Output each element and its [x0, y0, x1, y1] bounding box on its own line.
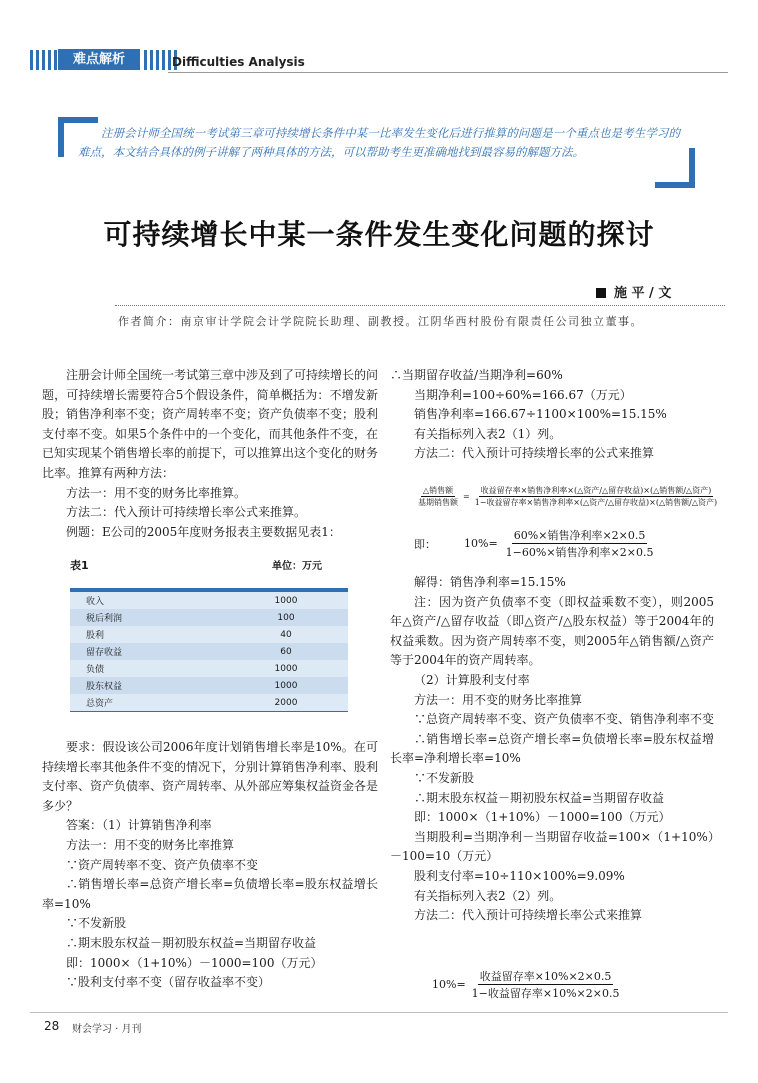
paragraph: 方法一：用不变的财务比率推算 [414, 692, 583, 707]
footer-rule [30, 1012, 728, 1013]
row-value: 60 [280, 646, 292, 657]
numerator: 收益留存率×10%×2×0.5 [479, 970, 612, 983]
row-value: 100 [277, 612, 295, 623]
author-name: 施 平 / 文 [614, 286, 672, 301]
magazine-name: 财会学习 · 月刊 [72, 1024, 142, 1035]
paragraph: 注册会计师全国统一考试第三章中涉及到了可持续增长的问题，可持续增长需要符合5个假设条件，简单概括为：不增发新股；销售净利率不变；资产周转率不变；资产负债率不变；股利支付率不变。如果5个条件中的一个变化，而其他条件不变，在已知实现某个销售增长率的前提下，可以推算出这个变化的财务比率。推算有两种方法： [42, 368, 379, 480]
fraction [473, 485, 719, 508]
row-label: 股利 [86, 631, 105, 641]
denominator: 1−60%×销售净利率×2×0.5 [505, 546, 654, 559]
paragraph: ∵不发新股 [414, 770, 475, 785]
paragraph: 要求：假设该公司2006年度计划销售增长率是10%。在可持续增长率其他条件不变的情况下，分别计算销售净利率、股利支付率、资产负债率、资产周转率、从外部应筹集权益资金各是多少？ [42, 740, 379, 813]
paragraph: ∵不发新股 [66, 916, 127, 931]
paragraph: ∴销售增长率=总资产增长率=负债增长率=股东权益增长率=10% [42, 877, 378, 911]
paragraph: 方法二：代入预计可持续增长率公式来推算 [414, 908, 643, 923]
header-rule [168, 72, 728, 73]
formula-general [416, 485, 719, 508]
paragraph: ∵资产周转率不变、资产负债率不变 [66, 857, 259, 872]
section-title-en: Difficulties Analysis [172, 55, 305, 69]
numerator: 收益留存率×销售净利率×(△资产/△留存收益)×(△销售额/△资产) [480, 486, 712, 495]
fraction [416, 485, 460, 508]
formula-retention [432, 968, 621, 1001]
paragraph: ∴销售增长率=总资产增长率=负债增长率=股东权益增长率=净利增长率=10% [390, 731, 714, 766]
paragraph: 方法二：代入预计可持续增长率公式来推算。 [66, 505, 307, 520]
author-bio: 作者简介：南京审计学院会计学院院长助理、副教授。江阴华西村股份有限责任公司独立董事。 [118, 315, 643, 328]
formula-prefix: 即： [414, 537, 436, 551]
paragraph: ∴当期留存收益/当期净利=60% [390, 368, 563, 382]
fraction [504, 527, 656, 560]
paragraph: 即：1000×（1+10%）－1000=100（万元） [66, 955, 323, 970]
article-title: 可持续增长中某一条件发生变化问题的探讨 [103, 218, 655, 251]
page-number: 28 [44, 1019, 60, 1033]
bracket-top-left [58, 117, 64, 157]
formula-lhs: 10%= [432, 978, 466, 991]
row-label: 总资产 [86, 699, 114, 709]
paragraph: 答案：（1）计算销售净利率 [66, 818, 212, 833]
table-row [70, 677, 348, 694]
row-value: 2000 [274, 697, 298, 708]
author [596, 282, 671, 301]
paragraph: 当期股利=当期净利－当期留存收益=100×（1+10%）－100=10（万元） [390, 829, 714, 864]
table-row [70, 643, 348, 660]
square-icon [596, 288, 606, 298]
left-column-bottom [42, 738, 378, 993]
paragraph: 方法二：代入预计可持续增长率的公式来推算 [414, 446, 655, 461]
row-label: 留存收益 [86, 648, 123, 658]
row-value: 1000 [274, 595, 298, 606]
table-unit: 单位：万元 [272, 561, 322, 572]
paragraph: 即：1000×（1+10%）－1000=100（万元） [414, 810, 671, 825]
row-label: 收入 [86, 597, 105, 607]
paragraph: （2）计算股利支付率 [414, 672, 530, 687]
denominator: 1−收益留存率×销售净利率×(△资产/△留存收益)×(△销售额/△资产) [474, 498, 718, 507]
table-row [70, 660, 348, 677]
right-column-top [390, 366, 714, 464]
paragraph: 方法一：用不变的财务比率推算。 [66, 485, 247, 500]
paragraph: ∴期末股东权益－期初股东权益=当期留存收益 [66, 935, 317, 950]
paragraph: 解得：销售净利率=15.15% [414, 575, 566, 589]
row-value: 1000 [274, 680, 298, 691]
bracket-top-left-h [58, 117, 98, 123]
row-value: 1000 [274, 663, 298, 674]
table-rule-bottom [70, 711, 348, 712]
paragraph: 有关指标列入表2（2）列。 [414, 888, 562, 903]
paragraph: 方法一：用不变的财务比率推算 [66, 837, 235, 852]
row-label: 股东权益 [86, 682, 123, 692]
abstract: 注册会计师全国统一考试第三章可持续增长条件中某一比率发生变化后进行推算的问题是一个重点也是考生学习的难点，本文结合具体的例子讲解了两种具体的方法，可以帮助考生更准确地找到最容易的解题方法。 [78, 126, 680, 159]
table-row [70, 609, 348, 626]
formula-lhs: 10%= [464, 537, 498, 550]
row-value: 40 [280, 629, 292, 640]
paragraph: ∵股利支付率不变（留存收益率不变） [66, 975, 271, 990]
row-label: 负债 [86, 665, 105, 675]
table-row [70, 592, 348, 609]
fraction [470, 968, 622, 1001]
equals-sign: = [463, 492, 470, 501]
paragraph: 销售净利率=166.67÷1100×100%=15.15% [414, 407, 667, 422]
formula-net-margin [414, 527, 655, 560]
section-tag: 难点解析 [58, 49, 140, 70]
numerator: 60%×销售净利率×2×0.5 [513, 529, 646, 542]
paragraph: 例题：E公司的2005年度财务报表主要数据见表1： [66, 524, 341, 539]
denominator: 1−收益留存率×10%×2×0.5 [471, 987, 620, 1000]
numerator: △销售额 [422, 486, 454, 495]
author-rule [115, 305, 725, 306]
paragraph: 股利支付率=10÷110×100%=9.09% [414, 868, 625, 883]
paragraph: ∴期末股东权益－期初股东权益=当期留存收益 [414, 790, 665, 805]
paragraph: 注：因为资产负债率不变（即权益乘数不变），则2005年△资产/△留存收益（即△资产/△股东权益）等于2004年的权益乘数。因为资产周转率不变，则2005年△销售额/△资产等于2004年的资产周转率。 [390, 594, 714, 668]
bracket-bottom-right-h [655, 182, 695, 188]
right-column-middle [390, 573, 714, 926]
denominator: 基期销售额 [418, 498, 458, 507]
row-label: 税后利润 [86, 614, 123, 624]
table-title: 表1 [70, 559, 89, 572]
data-table [70, 592, 348, 711]
table-row [70, 694, 348, 711]
paragraph: 当期净利=100÷60%=166.67（万元） [414, 387, 632, 402]
paragraph: 有关指标列入表2（1）列。 [414, 426, 562, 441]
paragraph: ∵总资产周转率不变、资产负债率不变、销售净利率不变 [414, 712, 715, 727]
table-row [70, 626, 348, 643]
left-column-top [42, 366, 378, 542]
